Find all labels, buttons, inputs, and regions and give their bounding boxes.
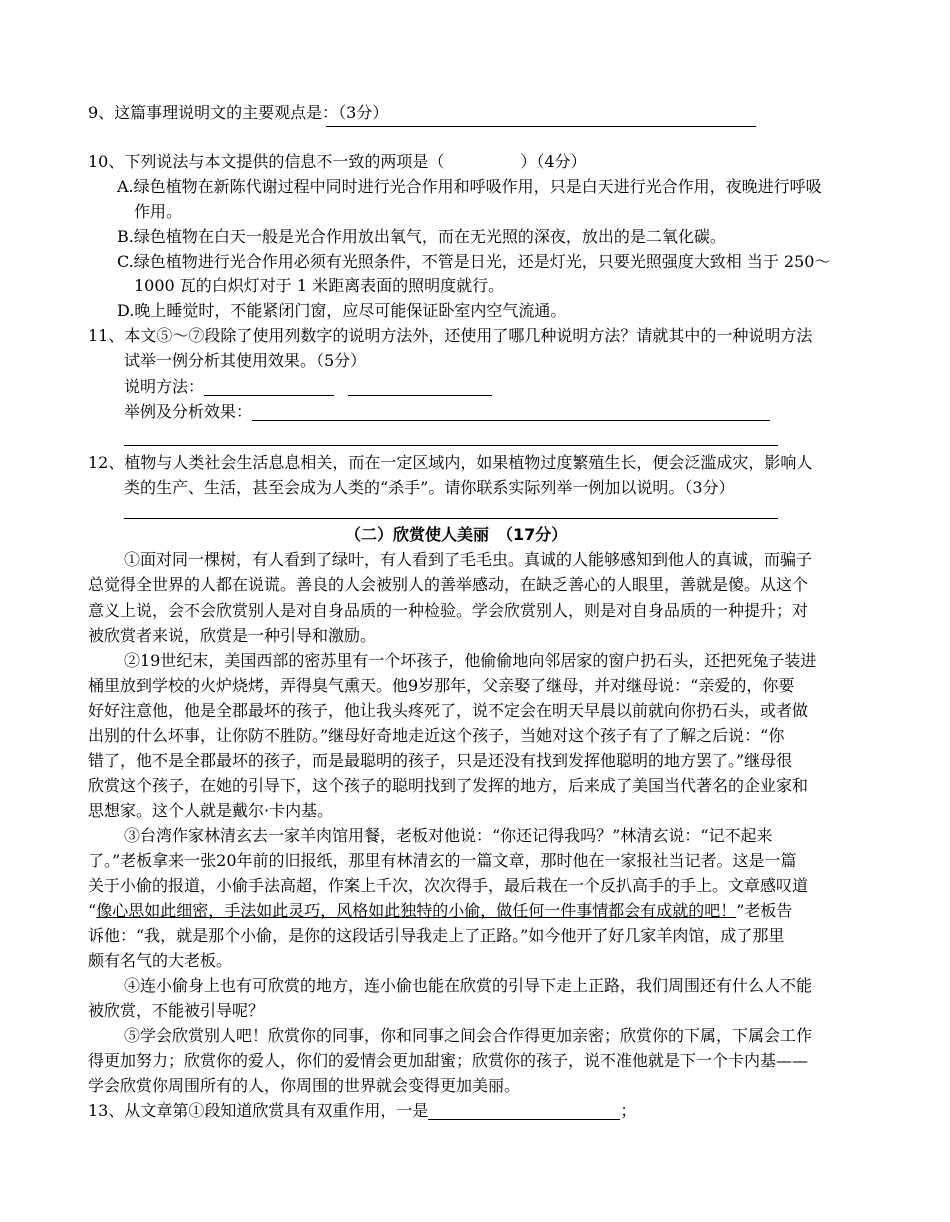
passage-line: 出别的什么坏事，让你防不胜防。”继母好奇地走近这个孩子，当她对这个孩子有了了解之后说：“你: [88, 726, 785, 745]
q10-option-d: D.晚上睡觉时，不能紧闭门窗，应尽可能保证卧室内空气流通。: [117, 301, 567, 320]
passage-line: 关于小偷的报道，小偷手法高超，作案上千次，次次得手，最后栽在一个反扒高手的手上。文章感叹道: [88, 876, 809, 895]
q11-method-label: 说明方法：: [124, 377, 205, 396]
q13-text: 13、从文章第①段知道欣赏具有双重作用，一是: [88, 1101, 429, 1120]
passage-line: ③台湾作家林清玄去一家羊肉馆用餐，老板对他说：“你还记得我吗？”林清玄说：“记不起来: [124, 826, 773, 845]
analysis-blank[interactable]: [252, 404, 770, 421]
passage-line: 被欣赏，不能被引导呢？: [88, 1001, 265, 1020]
question-13: [88, 1100, 636, 1122]
passage-line: 错了，他不是全郡最坏的孩子，而是最聪明的孩子，只是还没有找到发挥他聪明的地方罢了。”继母很: [88, 751, 793, 770]
passage-line: 得更加努力；欣赏你的爱人，你们的爱情会更加甜蜜；欣赏你的孩子，说不准他就是下一个卡内基——: [88, 1051, 809, 1070]
passage-line: 颇有名气的大老板。: [88, 951, 233, 970]
q11-analysis-row: [124, 401, 770, 423]
question-12-cont: 类的生产、生活，甚至会成为人类的“杀手”。请你联系实际列举一例加以说明。（3分）: [124, 478, 735, 497]
passage-line: ②19世纪末，美国西部的密苏里有一个坏孩子，他偷偷地向邻居家的窗户扔石头，还把死兔子装进: [124, 651, 817, 670]
answer-line-q9: [326, 126, 756, 127]
quote-close: ”老板告: [736, 901, 793, 920]
passage-line: 总觉得全世界的人都在说谎。善良的人会被别人的善举感动，在缺乏善心的人眼里，善就是傻。从这个: [88, 575, 809, 594]
passage-line-underlined: [88, 900, 792, 922]
passage-line: 思想家。这个人就是戴尔·卡内基。: [88, 801, 334, 820]
q10-option-a: A.绿色植物在新陈代谢过程中同时进行光合作用和呼吸作用，只是白天进行光合作用，夜晚进行呼吸: [117, 177, 822, 196]
q11-method-row: [124, 376, 492, 398]
passage-line: ①面对同一棵树，有人看到了绿叶，有人看到了毛毛虫。真诚的人能够感知到他人的真诚，而骗子: [124, 550, 813, 569]
question-10-stem: [88, 151, 587, 173]
method-blank-1[interactable]: [204, 379, 334, 396]
q10-option-b: B.绿色植物在白天一般是光合作用放出氧气，而在无光照的深夜，放出的是二氧化碳。: [117, 227, 726, 246]
q10-option-a-cont: 作用。: [134, 202, 183, 221]
passage-line: 被欣赏者来说，欣赏是一种引导和激励。: [88, 626, 377, 645]
question-12: 12、植物与人类社会生活息息相关，而在一定区域内，如果植物过度繁殖生长，便会泛滥成灾，影响人: [88, 453, 813, 472]
passage-line: 桶里放到学校的火炉烧烤，弄得臭气熏天。他9岁那年，父亲娶了继母，并对继母说：“亲爱的，你要: [88, 676, 795, 695]
underlined-quote: 像心思如此细密，手法如此灵巧，风格如此独特的小偷，做任何一件事情都会有成就的吧！: [96, 901, 737, 920]
q11-analysis-label: 举例及分析效果：: [124, 402, 253, 421]
method-blank-2[interactable]: [348, 379, 492, 396]
q13-blank[interactable]: [428, 1103, 620, 1120]
passage-line: 欣赏这个孩子，在她的引导下，这个孩子的聪明找到了发挥的地方，后来成了美国当代著名的企业家和: [88, 776, 809, 795]
passage-line: ⑤学会欣赏别人吧！欣赏你的同事，你和同事之间会合作得更加亲密；欣赏你的下属，下属会工作: [124, 1026, 813, 1045]
q10-stem-text: 10、下列说法与本文提供的信息不一致的两项是（: [88, 152, 445, 171]
passage-line: 学会欣赏你周围所有的人，你周围的世界就会变得更加美丽。: [88, 1076, 521, 1095]
q10-option-c: C.绿色植物进行光合作用必须有光照条件，不管是日光，还是灯光，只要光照强度大致相 当于 250～: [117, 252, 831, 271]
passage-line: 好好注意他，他是全郡最坏的孩子，他让我头疼死了，说不定会在明天早晨以前就向你扔石头，或者做: [88, 701, 809, 720]
passage-line: 了。”老板拿来一张20年前的旧报纸，那里有林清玄的一篇文章，那时他在一家报社当记者。这是一篇: [88, 851, 797, 870]
q13-end: ；: [620, 1101, 637, 1120]
question-11-cont: 试举一例分析其使用效果。（5分）: [124, 351, 367, 370]
passage-line: ④连小偷身上也有可欣赏的地方，连小偷也能在欣赏的引导下走上正路，我们周围还有什么人不能: [124, 976, 813, 995]
answer-line-q11: [124, 445, 778, 446]
answer-line-q12: [124, 518, 778, 519]
section-title: （二）欣赏使人美丽 （17分）: [345, 525, 568, 544]
q10-stem-points: ）（4分）: [520, 152, 587, 171]
passage-line: 诉他：“我，就是那个小偷，是你的这段话引导我走上了正路。”如今他开了好几家羊肉馆，成了那里: [88, 926, 785, 945]
quote-open: “: [88, 901, 97, 920]
question-11: 11、本文⑤～⑦段除了使用列数字的说明方法外，还使用了哪几种说明方法？请就其中的一种说明方法: [88, 326, 813, 345]
passage-line: 意义上说，会不会欣赏别人是对自身品质的一种检验。学会欣赏别人，则是对自身品质的一种提升；对: [88, 601, 809, 620]
q10-option-c-cont: 1000 瓦的白炽灯对于 1 米距离表面的照明度就行。: [134, 276, 505, 295]
question-9: 9、这篇事理说明文的主要观点是：（3分）: [88, 103, 389, 122]
